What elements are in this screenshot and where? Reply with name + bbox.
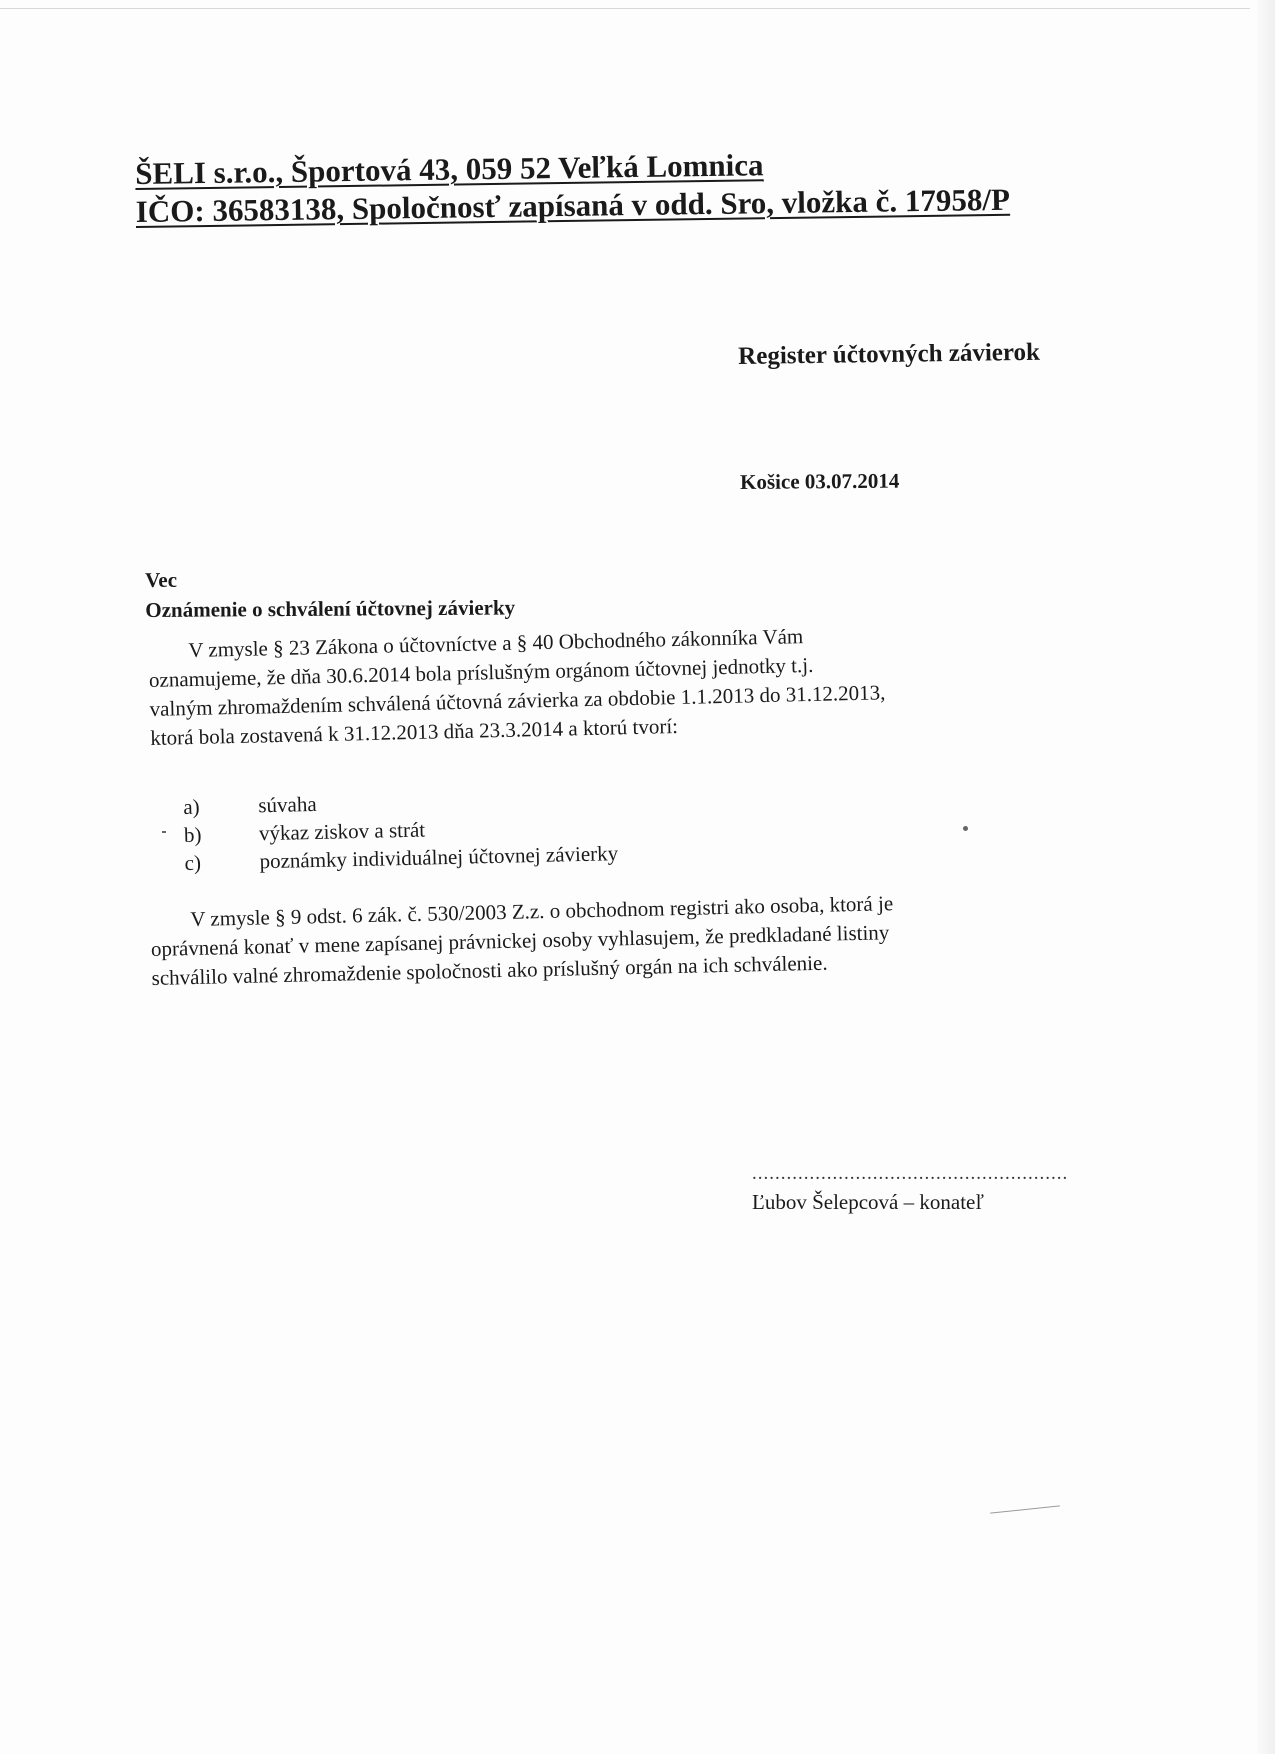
list-marker: b)	[183, 822, 202, 847]
scan-speck	[963, 826, 968, 831]
paragraph-notice	[148, 617, 1050, 753]
signature-line: .......................................................	[752, 1163, 1069, 1184]
list-marker: a)	[183, 794, 200, 819]
signatory-name: Ľubov Šelepcová – konateľ	[752, 1190, 984, 1214]
paragraph-line: oznamujeme, že dňa 30.6.2014 bola príslušným orgánom účtovnej jednotky t.j.	[148, 652, 814, 692]
paragraph-line: ktorá bola zostavená k 31.12.2013 dňa 23.3.2014 a ktorú tvorí:	[150, 714, 679, 750]
statement-components-list	[183, 783, 618, 877]
letterhead	[135, 143, 1010, 231]
list-marker: c)	[184, 850, 202, 875]
paragraph-line: V zmysle § 23 Zákona o účtovníctve a § 40 Obchodného zákonníka Vám	[188, 624, 804, 663]
subject-label: Vec	[145, 567, 178, 592]
list-item-text: výkaz ziskov a strát	[258, 817, 426, 846]
scan-edge-shadow	[1257, 0, 1275, 1754]
letterhead-registration: IČO: 36583138, Spoločnosť zapísaná v odd. Sro, vložka č. 17958/P	[135, 181, 1011, 229]
subject-title: Oznámenie o schválení účtovnej závierky	[145, 595, 516, 622]
paragraph-declaration	[150, 886, 1052, 993]
scan-speck	[162, 831, 166, 833]
paragraph-line: valným zhromaždením schválená účtovná závierka za obdobie 1.1.2013 do 31.12.2013,	[149, 680, 886, 721]
paragraph-line: V zmysle § 9 odst. 6 zák. č. 530/2003 Z.z. o obchodnom registri ako osoba, ktorá je	[190, 891, 894, 932]
recipient: Register účtovných závierok	[738, 338, 1041, 370]
subject-block	[145, 562, 515, 625]
list-item-text: súvaha	[258, 791, 317, 818]
paragraph-line: schválilo valné zhromaždenie spoločnosti ako príslušný orgán na ich schválenie.	[151, 950, 828, 990]
paragraph-line: oprávnená konať v mene zapísanej právnickej osoby vyhlasujem, že predkladané listiny	[150, 920, 890, 961]
scan-edge-line	[0, 8, 1250, 9]
letterhead-address: ŠELI s.r.o., Športová 43, 059 52 Veľká Lomnica	[135, 147, 764, 191]
place-and-date: Košice 03.07.2014	[740, 468, 900, 494]
list-item-text: poznámky individuálnej účtovnej závierky	[259, 841, 619, 874]
scan-stray-mark	[990, 1505, 1060, 1513]
